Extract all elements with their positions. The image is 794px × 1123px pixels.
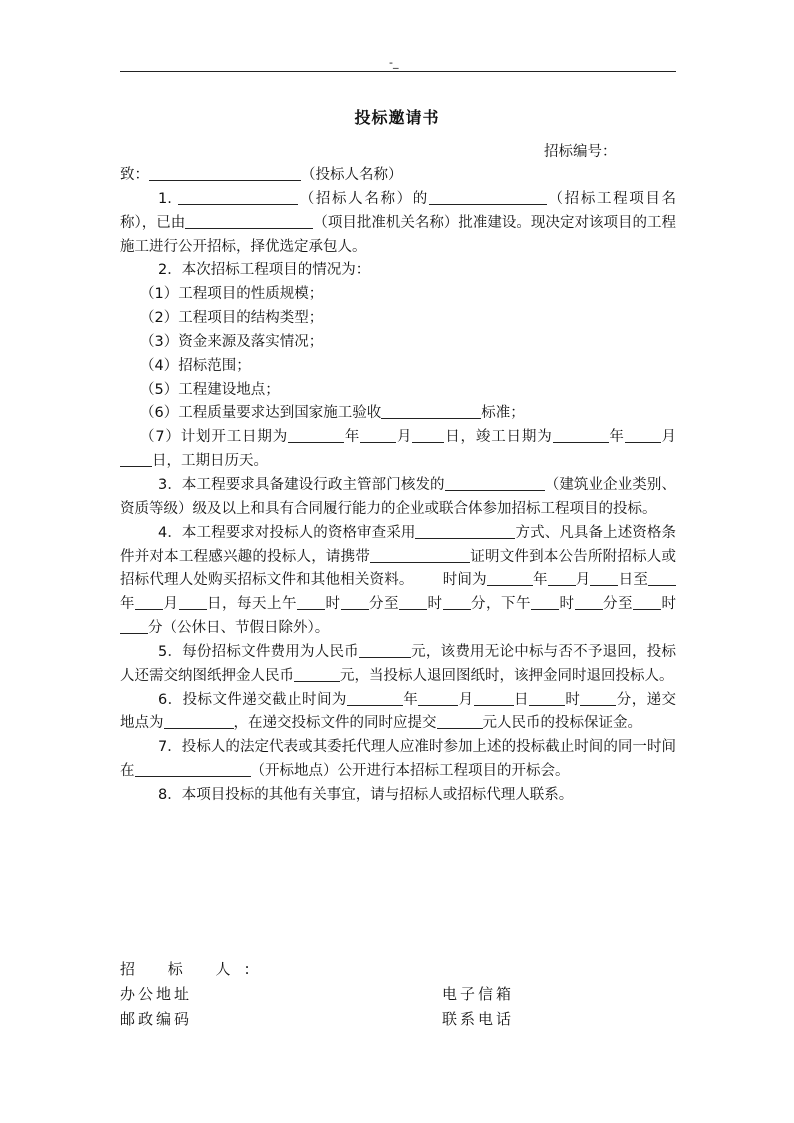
am-start-minute-blank[interactable] bbox=[341, 596, 369, 610]
pm-start-minute-blank[interactable] bbox=[575, 596, 603, 610]
approval-authority-blank[interactable] bbox=[185, 215, 313, 229]
drawing-deposit-blank[interactable] bbox=[294, 668, 340, 682]
sale-start-year-blank[interactable] bbox=[487, 572, 533, 586]
am-end-minute-blank[interactable] bbox=[443, 596, 471, 610]
tenderer-label: 招 标 人: bbox=[120, 960, 264, 978]
sale-end-month-blank[interactable] bbox=[135, 596, 163, 610]
list-item: （4）招标范围； bbox=[140, 357, 251, 374]
list-item: （5）工程建设地点； bbox=[140, 381, 280, 398]
paragraph-5: 5．每份招标文件费用为人民币 元，该费用无论中标与否不予退回，投标人还需交纳图纸押金人民币 元，当投标人退回图纸时，该押金同时退回投标人。 bbox=[120, 643, 676, 684]
paragraph-1: 1. （招标人名称）的 （招标工程项目名称），已由 （项目批准机关名称）批准建设。现决定对该项目的工程施工进行公开招标，择优选定承包人。 bbox=[120, 190, 677, 255]
paragraph-4: 4．本工程要求对投标人的资格审查采用 方式、凡具备上述资格条件并对本工程感兴趣的投标人，请携带 证明文件到本公告所附招标人或招标代理人处购买招标文件和其他相关资料。 时间为 年 月 日至年 月 日，每天上午 时 分至 时 分，下午 时 分至 时分（公休日、节假日除外）。 bbox=[120, 524, 677, 637]
end-month-blank[interactable] bbox=[625, 429, 661, 443]
sale-end-year-blank[interactable] bbox=[648, 572, 676, 586]
email-label: 电子信箱 bbox=[442, 985, 515, 1003]
project-name-blank[interactable] bbox=[429, 191, 547, 205]
list-item: （3）资金来源及落实情况； bbox=[140, 333, 324, 350]
bid-bond-blank[interactable] bbox=[437, 715, 483, 729]
certificate-blank[interactable] bbox=[370, 549, 470, 563]
header-rule bbox=[120, 71, 676, 72]
deadline-year-blank[interactable] bbox=[347, 692, 403, 706]
letter-body bbox=[120, 164, 676, 808]
start-month-blank[interactable] bbox=[360, 429, 396, 443]
paragraph-2-intro: 2．本次招标工程项目的情况为： bbox=[158, 262, 371, 279]
pm-start-hour-blank[interactable] bbox=[531, 596, 559, 610]
paragraph-3: 3．本工程要求具备建设行政主管部门核发的 （建筑业企业类别、资质等级）级及以上和具有合同履行能力的企业或联合体参加招标工程项目的投标。 bbox=[120, 476, 676, 517]
deadline-hour-blank[interactable] bbox=[529, 692, 565, 706]
postcode-label: 邮政编码 bbox=[120, 1010, 193, 1028]
opening-location-blank[interactable] bbox=[135, 763, 251, 777]
signature-block bbox=[120, 957, 676, 1032]
pm-end-hour-blank[interactable] bbox=[633, 596, 661, 610]
bidder-name-blank[interactable] bbox=[149, 167, 301, 181]
am-end-hour-blank[interactable] bbox=[399, 596, 427, 610]
list-item: （1）工程项目的性质规模； bbox=[140, 286, 324, 303]
paragraph-6: 6．投标文件递交截止时间为 年 月 日 时 分，递交地点为 ，在递交投标文件的同时应提交 元人民币的投标保证金。 bbox=[120, 691, 677, 732]
sale-start-month-blank[interactable] bbox=[548, 572, 576, 586]
end-year-blank[interactable] bbox=[553, 429, 609, 443]
document-title: 投标邀请书 bbox=[354, 108, 440, 127]
signature-row-address bbox=[120, 982, 676, 1007]
list-item-quality: （6）工程质量要求达到国家施工验收 标准； bbox=[140, 405, 525, 422]
submission-location-blank[interactable] bbox=[164, 715, 234, 729]
office-address-label: 办公地址 bbox=[120, 985, 193, 1003]
tender-number-label: 招标编号： bbox=[544, 144, 617, 160]
addressee-line: 致： （投标人名称） bbox=[120, 167, 403, 183]
start-year-blank[interactable] bbox=[288, 429, 344, 443]
start-day-blank[interactable] bbox=[412, 429, 444, 443]
deadline-day-blank[interactable] bbox=[474, 692, 514, 706]
sale-end-day-blank[interactable] bbox=[179, 596, 207, 610]
list-item: （2）工程项目的结构类型； bbox=[140, 310, 324, 327]
header-mark: -_ bbox=[389, 56, 399, 69]
signature-row-postcode bbox=[120, 1007, 676, 1032]
list-item-schedule: （7）计划开工日期为 年 月 日，竣工日期为 年 月日，工期日历天。 bbox=[120, 426, 676, 474]
phone-label: 联系电话 bbox=[442, 1010, 515, 1028]
deadline-minute-blank[interactable] bbox=[580, 692, 616, 706]
am-start-hour-blank[interactable] bbox=[297, 596, 325, 610]
paragraph-8: 8．本项目投标的其他有关事宜，请与招标人或招标代理人联系。 bbox=[158, 786, 574, 803]
sale-start-day-blank[interactable] bbox=[590, 572, 618, 586]
tenderer-name-blank[interactable] bbox=[178, 191, 298, 205]
end-day-blank[interactable] bbox=[120, 453, 152, 467]
document-fee-blank[interactable] bbox=[359, 644, 411, 658]
paragraph-7: 7．投标人的法定代表或其委托代理人应准时参加上述的投标截止时间的同一时间在 （开标地点）公开进行本招标工程项目的开标会。 bbox=[120, 739, 676, 780]
signature-row-tenderer bbox=[120, 957, 676, 982]
qualification-blank[interactable] bbox=[445, 477, 545, 491]
quality-standard-blank[interactable] bbox=[381, 405, 481, 419]
pm-end-minute-blank[interactable] bbox=[120, 620, 148, 634]
review-method-blank[interactable] bbox=[415, 525, 515, 539]
deadline-month-blank[interactable] bbox=[418, 692, 458, 706]
